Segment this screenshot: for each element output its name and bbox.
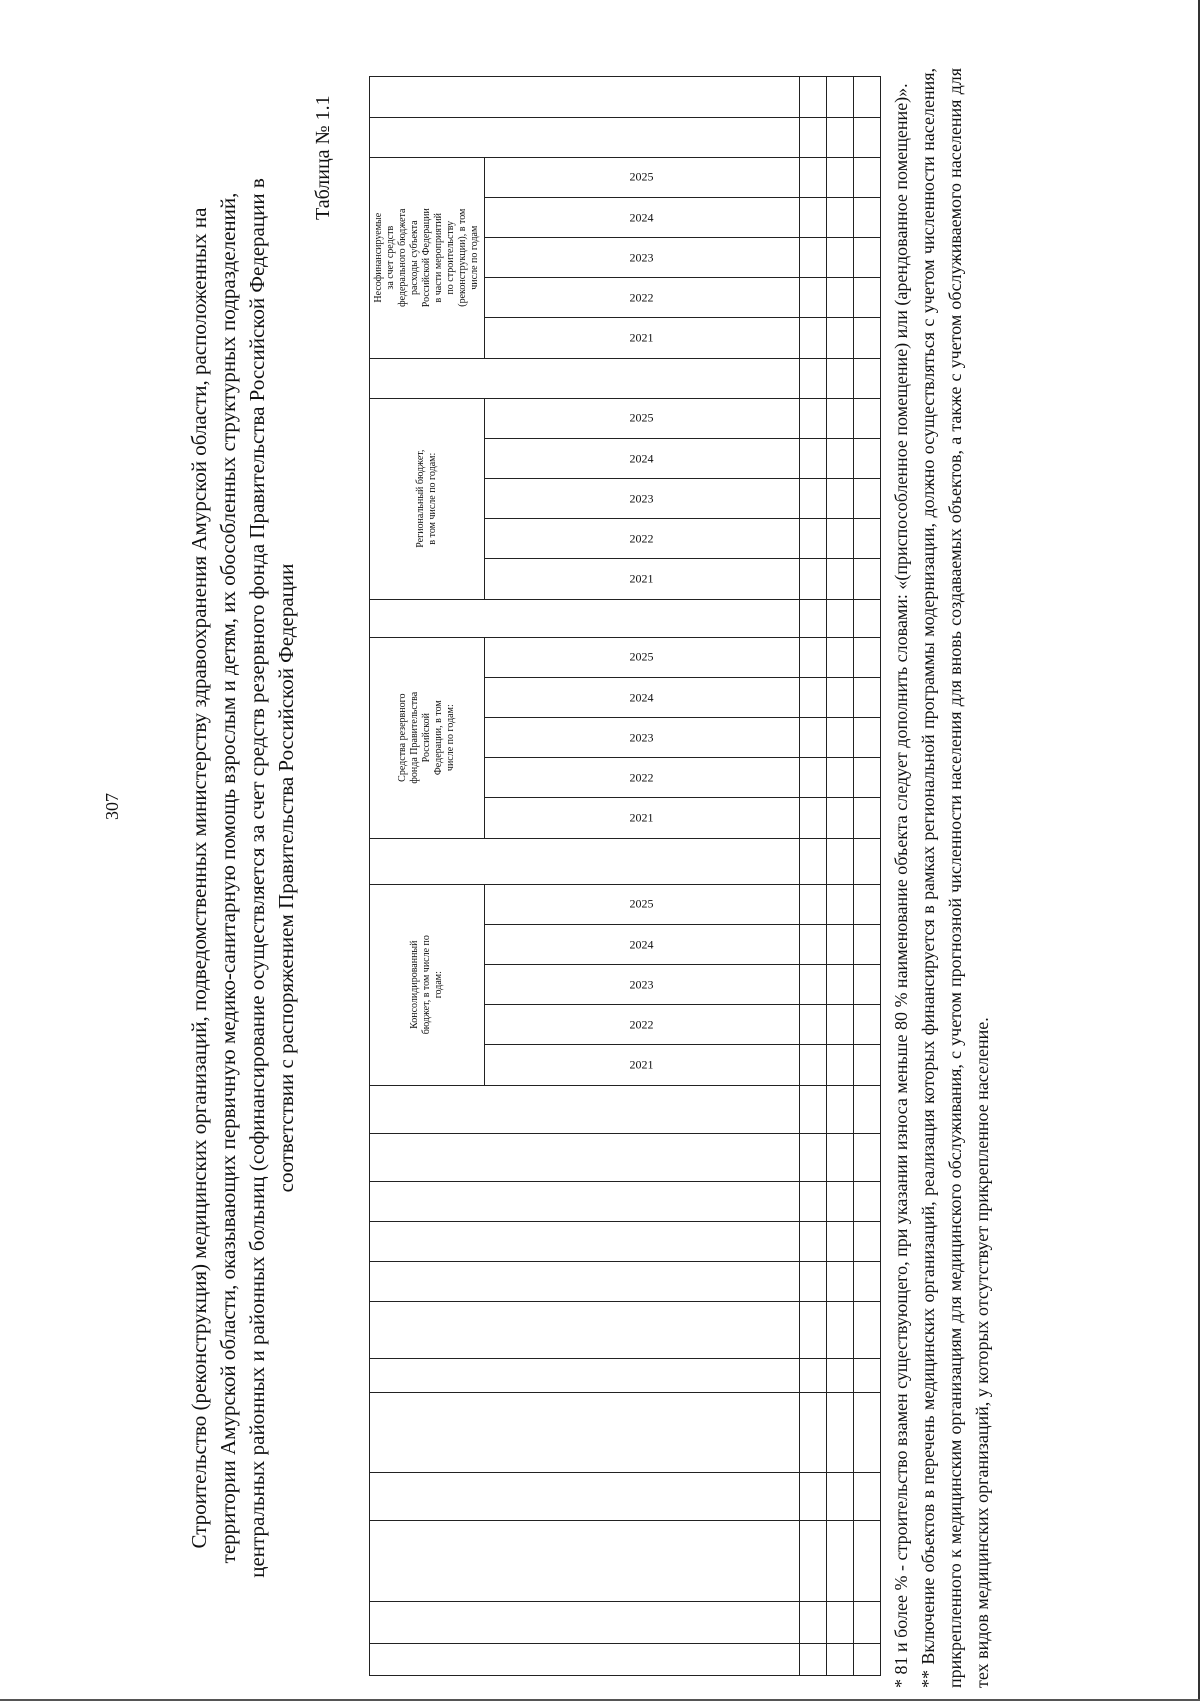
document-heading: [185, 68, 301, 1688]
footnote-2: ** Включение объектов в перечень медицинских организаций, реализация которых финансируется в рамках региональной программы модернизации, должно осуществляться с учетом численности населения, прикрепленного к медицинским организациям для медицинского обслуживания, с учетом прогнозной численности населения для вновь создаваемых объектов, а также с учетом обслуживаемого населения для тех видов медицинских организаций, у которых отсутствует прикрепленное население.: [918, 68, 992, 1688]
year-header: 2025: [485, 398, 800, 438]
table-row: [827, 77, 854, 1676]
col-header-population: [370, 1302, 800, 1358]
year-header: 2023: [485, 479, 800, 519]
year-header: 2025: [485, 884, 800, 924]
col-header-wear: [370, 1358, 800, 1392]
col-header-capacity-units: [370, 1133, 800, 1181]
col-header-address: [370, 1473, 800, 1521]
page-number: 307: [102, 793, 122, 820]
footnotes: [888, 68, 996, 1688]
col-header-legal-entity: [370, 1601, 800, 1643]
col-header-number: [370, 1643, 800, 1675]
col-header-object-name: [370, 1521, 800, 1601]
col-header-capacity: [370, 1182, 800, 1222]
col-header-children-units: [370, 1262, 800, 1302]
col-header-planned-action: [370, 1392, 800, 1472]
table-row: [854, 77, 881, 1676]
group-header-consolidated: Консолидированный бюджет, в том числе по годам:: [370, 884, 485, 1085]
year-header: 2023: [485, 718, 800, 758]
table-label: Таблица № 1.1: [312, 95, 334, 220]
year-header: 2025: [485, 637, 800, 677]
footnote-1: * 81 и более % - строительство взамен существующего, при указании износа меньше 80 % наименование объекта следует дополнить словами: «(приспособленное помещение) или (арендованное помещение)».: [891, 83, 911, 1688]
financing-table: [369, 76, 859, 1676]
year-header: 2021: [485, 798, 800, 838]
col-header-reserve-cost: [370, 838, 800, 884]
year-header: 2024: [485, 677, 800, 717]
heading-line: центральных районных и районных больниц (софинансирование осуществляется за счет средств резервного фонда Правительства Российской Федерации в: [245, 178, 269, 1578]
year-header: 2024: [485, 924, 800, 964]
year-header: 2022: [485, 758, 800, 798]
col-header-nonco: [370, 358, 800, 398]
year-header: 2023: [485, 965, 800, 1005]
col-header-total: [370, 117, 800, 157]
table-grid: [369, 76, 881, 1676]
year-header: 2022: [485, 519, 800, 559]
group-header-nonco: Несофинансируемые за счет средств федерального бюджета расходы субъекта Российской Федерации в части мероприятий по строительству (реконструкции), в том числе по годам: [370, 157, 485, 358]
year-header: 2022: [485, 1005, 800, 1045]
col-header-consolidated-cost: [370, 1085, 800, 1133]
year-header: 2021: [485, 318, 800, 358]
heading-line: соответствии с распоряжением Правительства Российской Федерации: [274, 563, 298, 1193]
col-header-regional-cost: [370, 599, 800, 637]
heading-line: территории Амурской области, оказывающих первичную медико-санитарную помощь взрослым и детям, их обособленных структурных подразделений,: [216, 192, 240, 1564]
col-header-area: [370, 1222, 800, 1262]
year-header: 2023: [485, 238, 800, 278]
year-header: 2021: [485, 1045, 800, 1085]
year-header: 2025: [485, 157, 800, 197]
year-header: 2021: [485, 559, 800, 599]
group-header-reserve: Средства резервного фонда Правительства Российской Федерации, в том числе по годам:: [370, 637, 485, 838]
year-header: 2024: [485, 438, 800, 478]
heading-line: Строительство (реконструкция) медицинских организаций, подведомственных министерству здравоохранения Амурской области, расположенных на: [187, 207, 211, 1549]
group-header-regional: Региональный бюджет, в том числе по годам:: [370, 398, 485, 599]
year-header: 2024: [485, 197, 800, 237]
year-header: 2022: [485, 278, 800, 318]
table-row: [800, 77, 827, 1676]
col-header-year-end: [370, 77, 800, 118]
